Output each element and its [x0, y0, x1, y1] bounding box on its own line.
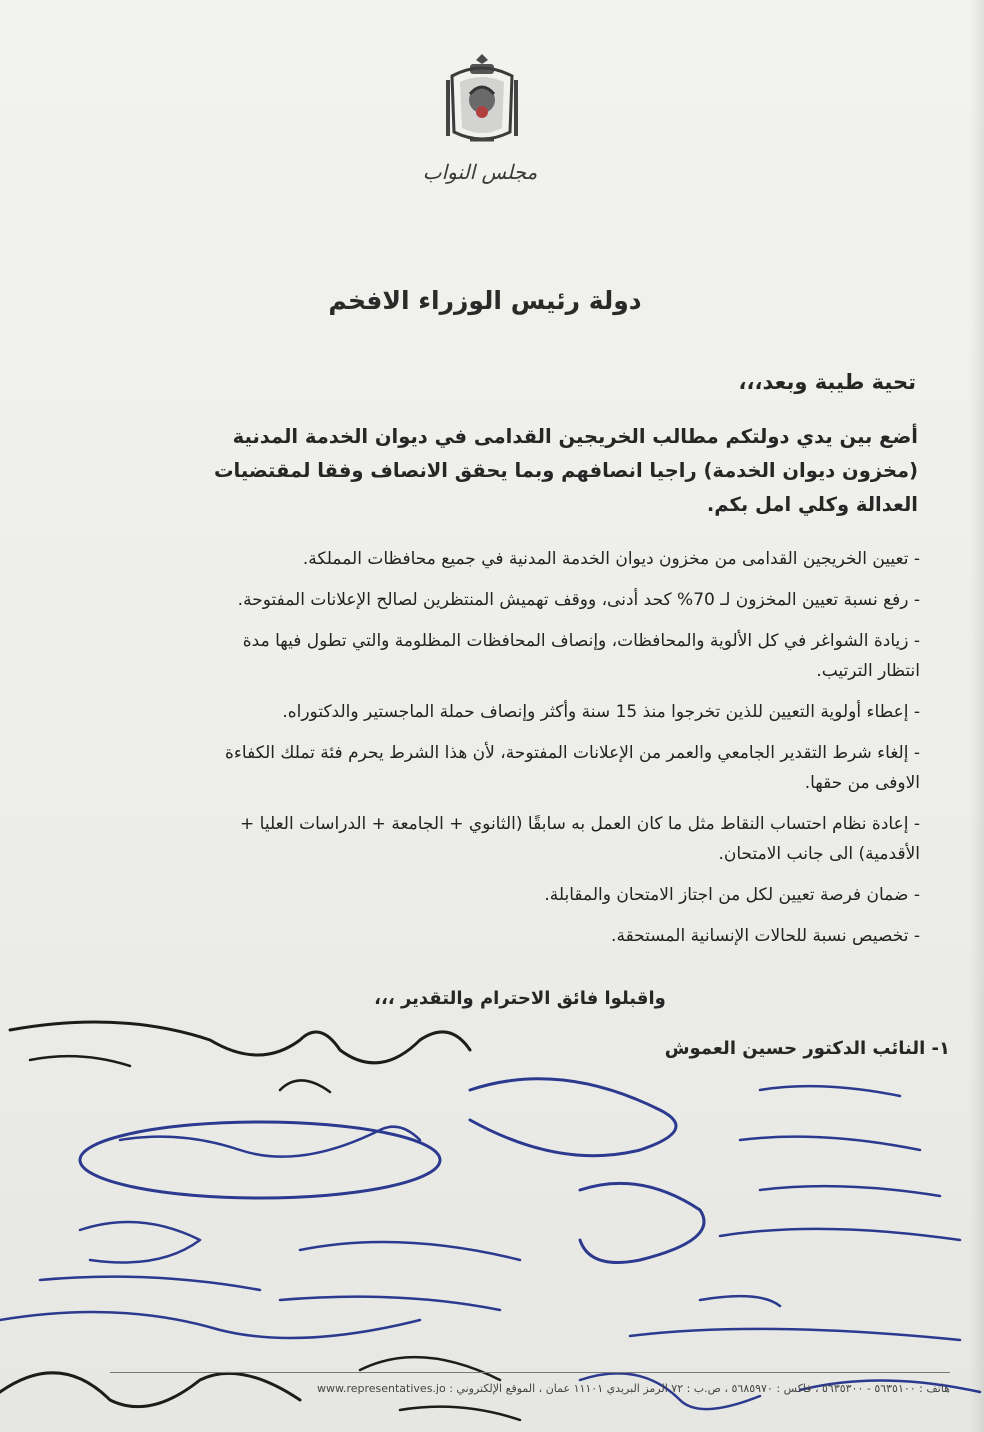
signature-scribble: [720, 1086, 960, 1240]
demand-item: - زيادة الشواغر في كل الألوية والمحافظات، وإنصاف المحافظات المظلومة والتي تطول فيها مدة انتظار الترتيب.: [242, 631, 920, 681]
demand-item: - إعطاء أولوية التعيين للذين تخرجوا منذ 15 سنة وأكثر وإنصاف حملة الماجستير والدكتوراه.: [282, 702, 920, 722]
signature-scribble: [630, 1296, 960, 1340]
intro-paragraph: أضع بين يدي دولتكم مطالب الخريجين القدامى في ديوان الخدمة المدنية (مخزون ديوان الخدمة) راجيا انصافهم وبما يحقق الانصاف وفقا لمقتضيات العدالة وكلي امل بكم.: [213, 425, 918, 516]
greeting: تحية طيبة وبعد،،،: [738, 370, 916, 394]
footer-contact-details: هاتف : ٥٦٣٥١٠٠ - ٥٦٣٥٣٠٠ ، فاكس : ٥٦٨٥٩٧٠ ، ص.ب : ٧٢ الرمز البريدي ١١١٠١ عمان ، الموقع الإلكتروني :: [449, 1382, 950, 1395]
footer-divider: [110, 1372, 950, 1373]
demand-item: - إعادة نظام احتساب النقاط مثل ما كان العمل به سابقًا (الثانوي + الجامعة + الدراسات العليا + الأقدمية) الى جانب الامتحان.: [240, 814, 920, 864]
signature-scribble: [470, 1079, 676, 1156]
addressee-title: دولة رئيس الوزراء الافخم: [328, 286, 642, 315]
demand-item: - رفع نسبة تعيين المخزون لـ 70% كحد أدنى، ووقف تهميش المنتظرين لصالح الإعلانات المفتوحة.: [237, 590, 920, 610]
demand-item: - تخصيص نسبة للحالات الإنسانية المستحقة.: [611, 926, 920, 946]
demand-item: - ضمان فرصة تعيين لكل من اجتاز الامتحان والمقابلة.: [544, 885, 920, 905]
signature-scribble: [30, 1056, 330, 1092]
demand-item: - إلغاء شرط التقدير الجامعي والعمر من الإعلانات المفتوحة، لأن هذا الشرط يحرم فئة تملك الكفاءة الاوفى من حقها.: [225, 743, 920, 793]
signature-scribble: [120, 1127, 420, 1157]
page-edge-shadow: [970, 0, 984, 1432]
closing-line: واقبلوا فائق الاحترام والتقدير ،،،: [374, 988, 666, 1009]
signature-scribble: [80, 1122, 440, 1198]
signature-scribble: [280, 1242, 520, 1310]
first-signatory: ١- النائب الدكتور حسين العموش: [664, 1038, 950, 1059]
signature-scribble: [580, 1183, 704, 1262]
demand-item: - تعيين الخريجين القدامى من مخزون ديوان الخدمة المدنية في جميع محافظات المملكة.: [302, 549, 920, 569]
signature-scribble: [0, 1312, 420, 1338]
footer-website-link[interactable]: www.representatives.jo: [316, 1382, 446, 1395]
signature-scribble: [40, 1222, 260, 1290]
footer-contact: [130, 1382, 950, 1395]
institution-name: مجلس النواب: [422, 160, 538, 184]
